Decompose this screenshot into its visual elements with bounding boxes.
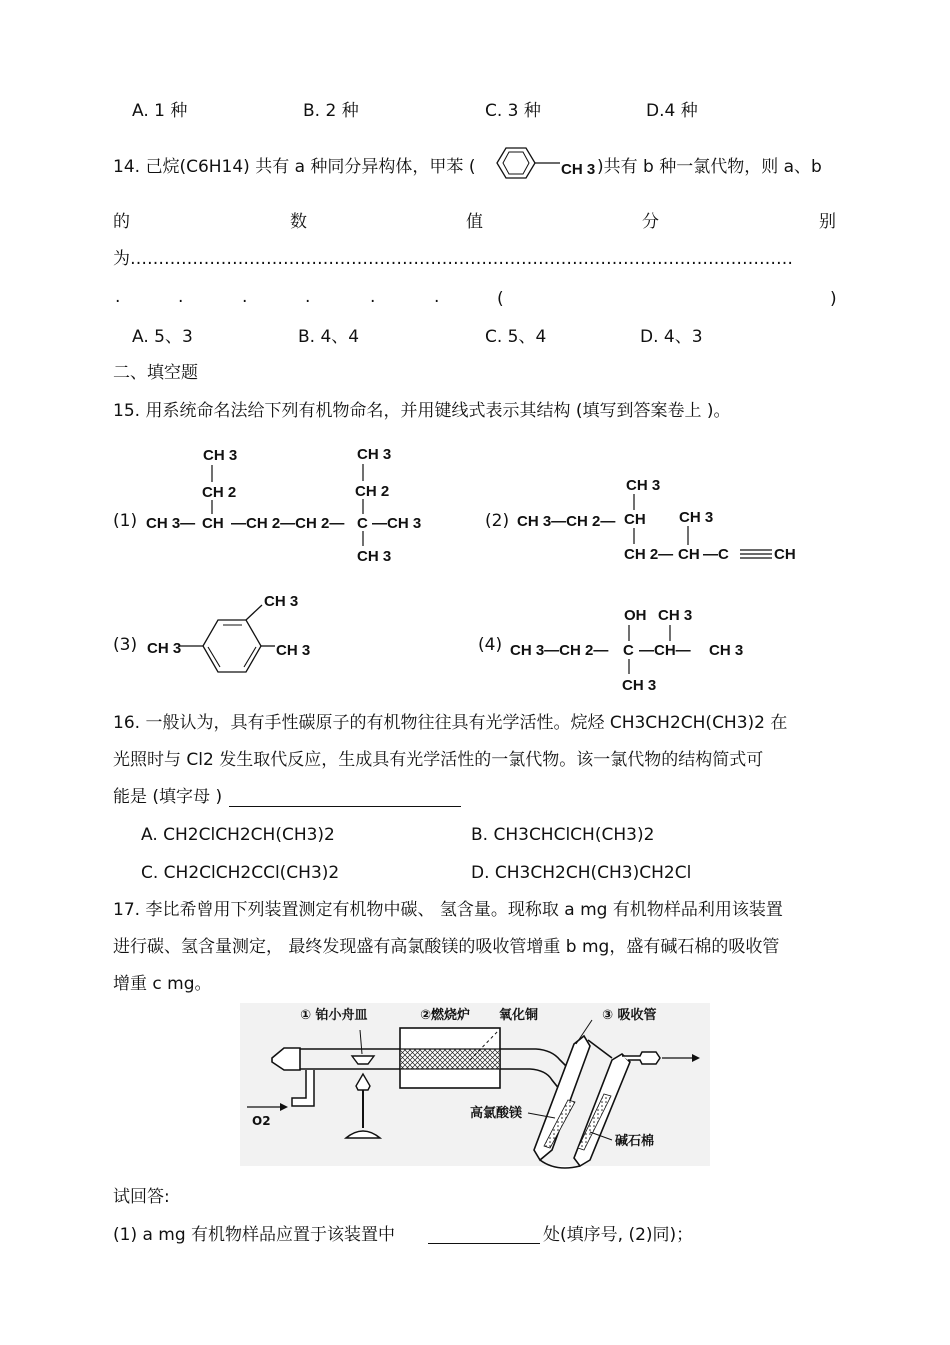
q14-option-c: C. 5、4 [485, 327, 547, 347]
structure-1-atom: —CH 2—CH 2— [231, 515, 345, 532]
q17-prompt: 试回答: [113, 1187, 170, 1207]
structure-3-atom: CH 3 [264, 593, 299, 610]
q13-option-d: D.4 种 [646, 101, 698, 121]
structure-2-atom: CH 3 [679, 509, 714, 526]
toluene-methyl-label: CH 3 [561, 161, 596, 178]
q16-option-d: D. CH3CH2CH(CH3)CH2Cl [471, 863, 692, 883]
structure-1-atom: C [357, 515, 368, 532]
q15-title: 15. 用系统命名法给下列有机物命名，并用键线式表示其结构 (填写到答案卷上 )。 [113, 401, 731, 421]
structure-4-atom: OH [624, 607, 647, 624]
fig-label-o2: O2 [252, 1114, 271, 1128]
q14-dot: . [242, 287, 248, 307]
q13-option-c: C. 3 种 [485, 101, 541, 121]
q14-dot: . [305, 287, 311, 307]
structure-2-atom: CH 2— [624, 546, 674, 563]
q14-dot: . [434, 287, 440, 307]
q14-option-d: D. 4、3 [640, 327, 703, 347]
structure-4-atom: —CH— [639, 642, 691, 659]
structure-2-label: (2) [485, 511, 510, 531]
q14-text-b: )共有 b 种一氯代物，则 a、b [597, 157, 822, 177]
q14-dot: . [115, 287, 121, 307]
q13-option-a: A. 1 种 [132, 101, 188, 121]
fig-label-absorption-tube: ③ 吸收管 [602, 1008, 657, 1023]
structure-3-atom: CH 3 [276, 642, 311, 659]
structure-4-atom: C [623, 642, 634, 659]
structure-3-label: (3) [113, 635, 138, 655]
q14-dot: . [370, 287, 376, 307]
q14-paren-open: ( [497, 289, 504, 309]
section-title: 二、填空题 [113, 363, 198, 383]
structure-3-atom: CH 3 [147, 640, 182, 657]
q17-sub1-a: (1) a mg 有机物样品应置于该装置中 [113, 1225, 396, 1245]
q16-option-b: B. CH3CHClCH(CH3)2 [471, 825, 655, 845]
q14-spread-5: 别 [819, 212, 836, 232]
q14-spread-4: 分 [642, 212, 659, 232]
q14-option-a: A. 5、3 [132, 327, 193, 347]
structure-1-atom: —CH 3 [372, 515, 422, 532]
q17-sub1-b: 处(填序号, (2)同)； [543, 1225, 694, 1245]
structure-1-atom: CH 3— [146, 515, 196, 532]
structure-1-atom: CH 3 [357, 548, 392, 565]
q16-option-c: C. CH2ClCH2CCl(CH3)2 [141, 863, 340, 883]
q16-option-a: A. CH2ClCH2CH(CH3)2 [141, 825, 335, 845]
structure-1-atom: CH 3 [203, 447, 238, 464]
fig-label-cuo: 氧化铜 [499, 1008, 539, 1023]
fig-label-mg-perchlorate: 高氯酸镁 [470, 1106, 523, 1121]
structure-2-atom: —C [703, 546, 729, 563]
q17-line-2: 进行碳、氢含量测定， 最终发现盛有高氯酸镁的吸收管增重 b mg，盛有碱石棉的吸收管 [113, 937, 780, 957]
structure-4-atom: CH 3—CH 2— [510, 642, 609, 659]
structure-2-atom: CH [624, 511, 646, 528]
structure-2-atom: CH 3—CH 2— [517, 513, 616, 530]
fig-label-soda-asbestos: 碱石棉 [615, 1134, 655, 1149]
q16-line-2: 光照时与 Cl2 发生取代反应，生成具有光学活性的一氯代物。该一氯代物的结构简式可 [113, 750, 764, 770]
fig-label-furnace: ②燃烧炉 [420, 1008, 471, 1023]
fig-label-boat: ① 铂小舟皿 [300, 1008, 368, 1023]
structure-1-atom: CH 2 [202, 484, 237, 501]
q14-paren-close: ) [830, 289, 837, 309]
q14-dotted-line: 为……………………………………………………………………………………………………… [113, 249, 793, 269]
q17-line-1: 17. 李比希曾用下列装置测定有机物中碳、 氢含量。现称取 a mg 有机物样品利用该装置 [113, 900, 783, 920]
structure-2-atom: CH 3 [626, 477, 661, 494]
q14-option-b: B. 4、4 [298, 327, 360, 347]
structure-2-atom: CH [774, 546, 796, 563]
q17-line-3: 增重 c mg。 [113, 974, 212, 994]
q14-spread-3: 值 [466, 212, 483, 232]
structure-4-atom: CH 3 [622, 677, 657, 694]
structure-1-label: (1) [113, 511, 138, 531]
structure-1-atom: CH 2 [355, 483, 390, 500]
structure-1-atom: CH 3 [357, 446, 392, 463]
structure-2-atom: CH [678, 546, 700, 563]
structure-4-atom: CH 3 [709, 642, 744, 659]
q13-option-b: B. 2 种 [303, 101, 359, 121]
structure-1-atom: CH [202, 515, 224, 532]
q14-spread-2: 数 [290, 212, 307, 232]
q14-dot: . [178, 287, 184, 307]
q16-line-1: 16. 一般认为，具有手性碳原子的有机物往往具有光学活性。烷烃 CH3CH2CH(CH3)2 在 [113, 713, 788, 733]
q14-text-a: 14. 己烷(C6H14) 共有 a 种同分异构体，甲苯 ( [113, 157, 476, 177]
structure-4-atom: CH 3 [658, 607, 693, 624]
q14-spread-1: 的 [113, 212, 130, 232]
structure-4-label: (4) [478, 635, 503, 655]
q16-line-3: 能是 (填字母 ) [113, 787, 223, 807]
q17-sub1-blank [428, 1243, 540, 1244]
